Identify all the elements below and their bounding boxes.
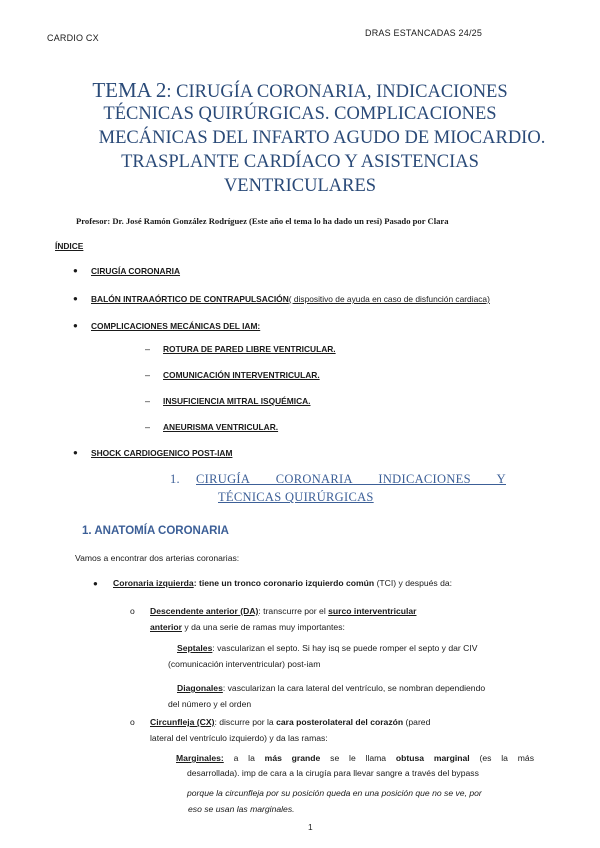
cx-text2: (pared bbox=[403, 717, 431, 727]
ci-tail: (TCI) y después da: bbox=[374, 578, 453, 588]
marginales-text1: a la bbox=[223, 753, 265, 763]
da-text2: y da una serie de ramas muy importantes: bbox=[182, 622, 345, 632]
cx-text1: : discurre por la bbox=[214, 717, 277, 727]
index-item-shock[interactable]: SHOCK CARDIOGENICO POST-IAM bbox=[91, 448, 233, 458]
da-label: Descendente anterior (DA) bbox=[150, 606, 259, 616]
section-title-line1-text: CIRUGÍA CORONARIA INDICACIONES Y bbox=[196, 472, 506, 486]
dash-icon: – bbox=[145, 396, 151, 406]
bullet-o-icon: o bbox=[130, 606, 135, 616]
index-item-balon-note: ( dispositivo de ayuda en caso de disfunción cardiaca) bbox=[288, 294, 490, 304]
header-left: CARDIO CX bbox=[47, 33, 99, 43]
diagonales-line1 bbox=[177, 680, 485, 696]
bullet-o-icon: o bbox=[130, 717, 135, 727]
marginales-line1 bbox=[176, 750, 534, 766]
index-subitem-civ[interactable]: COMUNICACIÓN INTERVENTRICULAR. bbox=[163, 370, 320, 380]
marginales-label: Marginales: bbox=[176, 753, 224, 763]
septales-label: Septales bbox=[177, 643, 213, 653]
diagonales-text1: : vascularizan la cara lateral del ventrículo, se nombran dependiendo bbox=[222, 683, 486, 693]
page-title-line3: MECÁNICAS DEL INFARTO AGUDO DE MIOCARDIO. bbox=[98, 128, 546, 148]
cx-label: Circunfleja (CX) bbox=[150, 717, 215, 727]
dash-icon: – bbox=[145, 370, 151, 380]
diagonales-line2: del número y el orden bbox=[168, 699, 252, 709]
cx-line1 bbox=[150, 714, 430, 730]
marginales-line2: desarrollada). imp de cara a la cirugía para llevar sangre a través del bypass bbox=[187, 768, 479, 778]
da-line1 bbox=[150, 603, 417, 619]
coronaria-izquierda-line bbox=[113, 575, 452, 591]
index-item-balon[interactable] bbox=[91, 294, 490, 304]
septales-text1: : vascularizan el septo. Si hay isq se puede romper el septo y dar CIV bbox=[212, 643, 478, 653]
title-prefix: TEMA 2 bbox=[92, 78, 167, 102]
marginales-text2: se le llama bbox=[320, 753, 396, 763]
page-title-line4: TRASPLANTE CARDÍACO Y ASISTENCIAS bbox=[121, 152, 479, 172]
italic-note-line1: porque la circunfleja por su posición queda en una posición que no se ve, por bbox=[187, 788, 482, 798]
da-sulcus1: surco interventricular bbox=[328, 606, 417, 616]
title-text1: : CIRUGÍA CORONARIA, INDICACIONES bbox=[166, 82, 508, 102]
section-title-line2-text: TÉCNICAS QUIRÚRGICAS bbox=[218, 490, 374, 504]
marginales-text3: (es la más bbox=[469, 753, 534, 763]
bullet-icon: ● bbox=[73, 266, 78, 275]
marginales-bold2: obtusa marginal bbox=[395, 753, 470, 763]
septales-line1 bbox=[177, 640, 477, 656]
cx-bold: cara posterolateral del corazón bbox=[276, 717, 404, 727]
section-number: 1. bbox=[170, 472, 180, 486]
ci-label: Coronaria izquierda bbox=[113, 578, 194, 588]
ci-text: : tiene un tronco coronario izquierdo común bbox=[193, 578, 375, 588]
dash-icon: – bbox=[145, 422, 151, 432]
intro-text: Vamos a encontrar dos arterias coronarias: bbox=[75, 553, 240, 563]
section-title-line1 bbox=[196, 472, 506, 487]
page-title-line5: VENTRICULARES bbox=[223, 176, 377, 196]
da-sulcus2: anterior bbox=[150, 622, 182, 632]
page-title-line2: TÉCNICAS QUIRÚRGICAS. COMPLICACIONES bbox=[103, 104, 497, 124]
index-subitem-aneurisma[interactable]: ANEURISMA VENTRICULAR. bbox=[163, 422, 279, 432]
header-right: DRAS ESTANCADAS 24/25 bbox=[365, 28, 483, 38]
marginales-bold1: más grande bbox=[264, 753, 321, 763]
professor-line: Profesor: Dr. José Ramón González Rodríguez (Este año el tema lo ha dado un resi) Pasado por Clara bbox=[76, 216, 449, 226]
septales-line2: (comunicación interventricular) post-iam bbox=[168, 659, 321, 669]
page-title-line1 bbox=[0, 79, 600, 103]
index-heading: ÍNDICE bbox=[55, 241, 84, 251]
index-subitem-im[interactable]: INSUFICIENCIA MITRAL ISQUÉMICA. bbox=[163, 396, 311, 406]
index-subitem-rotura[interactable]: ROTURA DE PARED LIBRE VENTRICULAR. bbox=[163, 344, 336, 354]
section-title-line2 bbox=[218, 490, 374, 505]
page-number: 1 bbox=[308, 822, 313, 832]
index-item-cirugia[interactable]: CIRUGÍA CORONARIA bbox=[91, 266, 181, 276]
italic-note-line2: eso se usan las marginales. bbox=[188, 804, 295, 814]
bullet-icon: ● bbox=[73, 448, 78, 457]
cx-line2: lateral del ventrículo izquierdo) y da las ramas: bbox=[150, 733, 328, 743]
dash-icon: – bbox=[145, 344, 151, 354]
index-item-complicaciones[interactable]: COMPLICACIONES MECÁNICAS DEL IAM: bbox=[91, 321, 261, 331]
diagonales-label: Diagonales bbox=[177, 683, 223, 693]
bullet-icon: ● bbox=[73, 294, 78, 303]
bullet-icon: ● bbox=[93, 579, 98, 588]
da-text1: : transcurre por el bbox=[258, 606, 329, 616]
subsection-title: 1. ANATOMÍA CORONARIA bbox=[82, 525, 229, 537]
index-item-balon-label: BALÓN INTRAAÓRTICO DE CONTRAPULSACIÓN bbox=[91, 294, 289, 304]
da-line2 bbox=[150, 619, 345, 635]
bullet-icon: ● bbox=[73, 321, 78, 330]
